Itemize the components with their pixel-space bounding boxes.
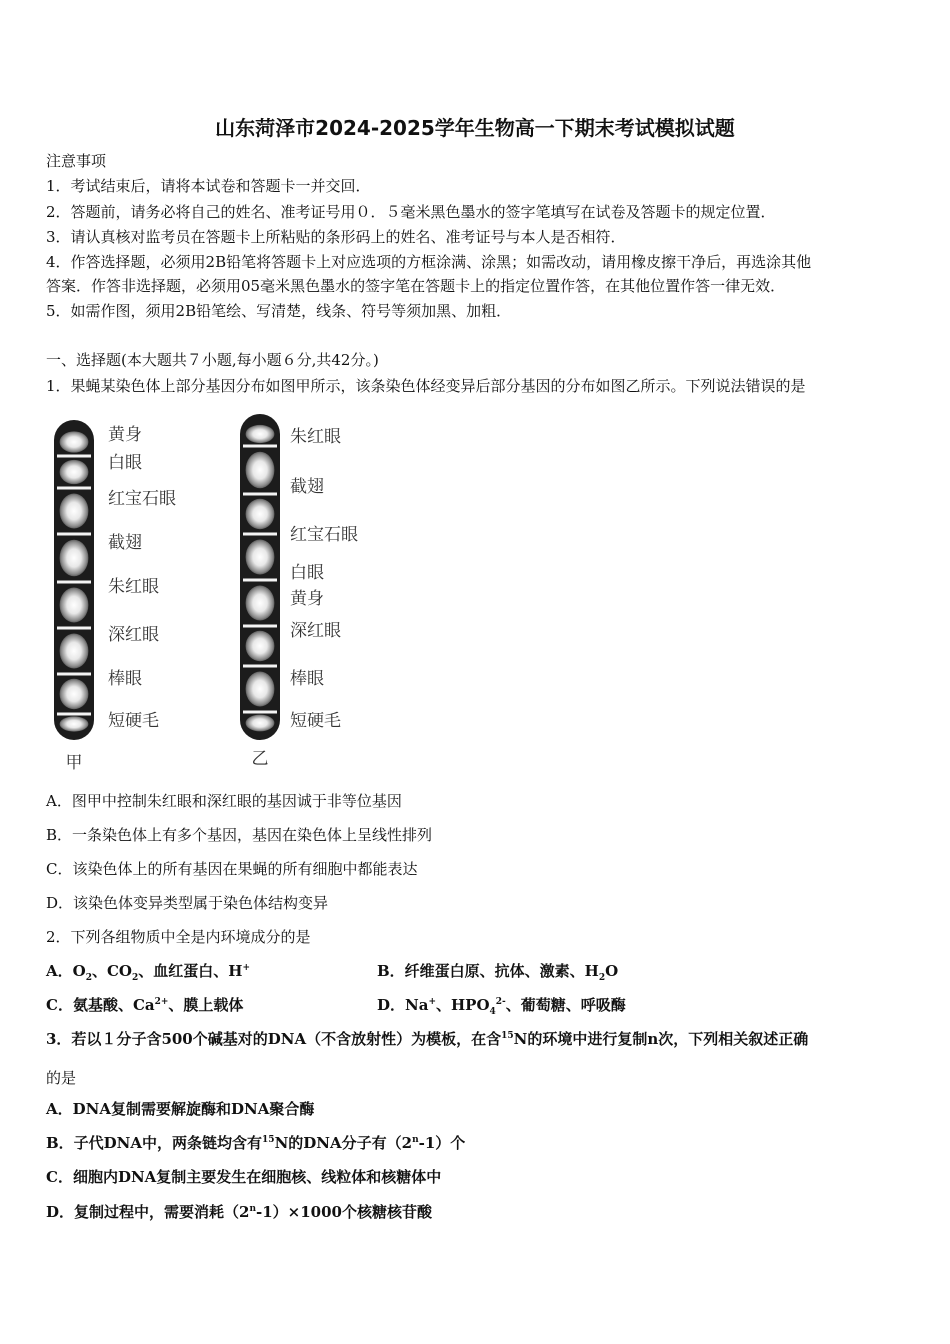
gene-label: 红宝石眼 <box>108 489 176 509</box>
band-line <box>57 455 91 458</box>
band-line <box>57 627 91 630</box>
band-line <box>243 533 277 536</box>
q2-option-c[interactable]: C．氨基酸、$Ca^{2+}$、膜上载体 <box>46 996 244 1014</box>
q3-option-c[interactable]: C．细胞内DNA复制主要发生在细胞核、线粒体和核糖体中 <box>46 1168 442 1186</box>
q3-stem: 3．若以１分子含500个碱基对的DNA（不含放射性）为模板，在含$^{15}$N的环境中进行复制n次，下列相关叙述正确 <box>46 1030 809 1048</box>
band-line <box>243 445 277 448</box>
chromosome-segment <box>60 634 89 669</box>
chromosome-segment <box>246 452 275 488</box>
gene-label: 红宝石眼 <box>290 525 358 545</box>
q3-stem-line2: 的是 <box>46 1069 77 1087</box>
gene-label: 朱红眼 <box>290 427 341 447</box>
gene-label: 深红眼 <box>108 625 159 645</box>
gene-label: 白眼 <box>290 563 324 583</box>
gene-label: 棒眼 <box>108 669 142 689</box>
gene-label: 截翅 <box>108 533 142 553</box>
q1-option-b[interactable]: B．一条染色体上有多个基因，基因在染色体上呈线性排列 <box>46 826 433 844</box>
figure-label-jia: 甲 <box>65 753 83 773</box>
notice-item: 1．考试结束后，请将本试卷和答题卡一并交回． <box>46 177 371 195</box>
q2-option-b[interactable]: B．纤维蛋白原、抗体、激素、$H_2O$ <box>377 962 619 983</box>
band-line <box>57 533 91 536</box>
q1-option-a[interactable]: A．图甲中控制朱红眼和深红眼的基因诚于非等位基因 <box>46 792 402 810</box>
gene-label: 黄身 <box>108 425 142 445</box>
gene-label: 短硬毛 <box>290 711 341 731</box>
q2-stem: 2．下列各组物质中全是内环境成分的是 <box>46 928 311 946</box>
gene-label: 棒眼 <box>290 669 324 689</box>
band-line <box>243 579 277 582</box>
gene-label: 短硬毛 <box>108 711 159 731</box>
section-heading: 一、选择题(本大题共７小题,每小题６分,共42分。) <box>46 351 379 369</box>
chromosome-segment <box>246 540 275 575</box>
chromosome-segment <box>246 715 275 732</box>
chromosome-segment <box>60 716 89 731</box>
chromosome-segment <box>246 631 275 661</box>
chromosome-segment <box>60 540 89 576</box>
q3-option-a[interactable]: A．DNA复制需要解旋酶和DNA聚合酶 <box>46 1100 315 1118</box>
chromosome-segment <box>60 679 89 709</box>
band-line <box>57 673 91 676</box>
band-line <box>243 493 277 496</box>
q3-option-d[interactable]: D．复制过程中，需要消耗$(2^n-1)\times 1000$个核糖核苷酸 <box>46 1203 432 1221</box>
chromosome-segment <box>246 499 275 529</box>
notice-item: 5．如需作图，须用2B铅笔绘、写清楚，线条、符号等须加黑、加粗． <box>46 302 512 320</box>
q1-option-c[interactable]: C．该染色体上的所有基因在果蝇的所有细胞中都能表达 <box>46 860 418 878</box>
chromosome-figure <box>46 408 386 778</box>
q1-stem: 1．果蝇某染色体上部分基因分布如图甲所示，该条染色体经变异后部分基因的分布如图乙所示。下列说法错误的是 <box>46 377 806 395</box>
chromosome-segment <box>246 672 275 707</box>
notice-item: 4．作答选择题，必须用2B铅笔将答题卡上对应选项的方框涂满、涂黑；如需改动，请用橡皮擦干净后，再选涂其他 <box>46 253 812 271</box>
chromosome-segment <box>60 431 89 452</box>
notice-item: 3．请认真核对监考员在答题卡上所粘贴的条形码上的姓名、准考证号与本人是否相符． <box>46 228 626 246</box>
q2-option-a[interactable]: A．$O_2$、$CO_2$、血红蛋白、H+ <box>46 962 250 983</box>
gene-label: 朱红眼 <box>108 577 159 597</box>
band-line <box>57 713 91 716</box>
page-title: 山东菏泽市2024-2025学年生物高一下期末考试模拟试题 <box>215 116 735 140</box>
band-line <box>57 581 91 584</box>
notice-item: 2．答题前，请务必将自己的姓名、准考证号用０．５毫米黑色墨水的签字笔填写在试卷及答题卡的规定位置． <box>46 203 776 221</box>
band-line <box>243 625 277 628</box>
band-line <box>243 665 277 668</box>
q3-option-b[interactable]: B．子代DNA中，两条链均含有$^{15}$N的DNA分子有（2$^n$-1）个 <box>46 1134 466 1152</box>
gene-label: 截翅 <box>290 477 324 497</box>
chromosome-segment <box>60 494 89 529</box>
band-line <box>57 487 91 490</box>
q2-option-d[interactable]: D．Na+、$HPO_4^{2-}$、葡萄糖、呼吸酶 <box>377 996 626 1017</box>
gene-label: 深红眼 <box>290 621 341 641</box>
q1-option-d[interactable]: D．该染色体变异类型属于染色体结构变异 <box>46 894 329 912</box>
gene-label: 白眼 <box>108 453 142 473</box>
chromosome-segment <box>246 425 275 443</box>
notice-item: 答案．作答非选择题，必须用05毫米黑色墨水的签字笔在答题卡上的指定位置作答，在其他位置作答一律无效． <box>46 277 786 295</box>
band-line <box>243 711 277 714</box>
figure-label-yi: 乙 <box>251 749 269 769</box>
notice-heading: 注意事项 <box>46 152 107 170</box>
gene-label: 黄身 <box>290 589 324 609</box>
chromosome-segment <box>60 460 89 484</box>
chromosome-segment <box>246 586 275 621</box>
chromosome-segment <box>60 588 89 623</box>
